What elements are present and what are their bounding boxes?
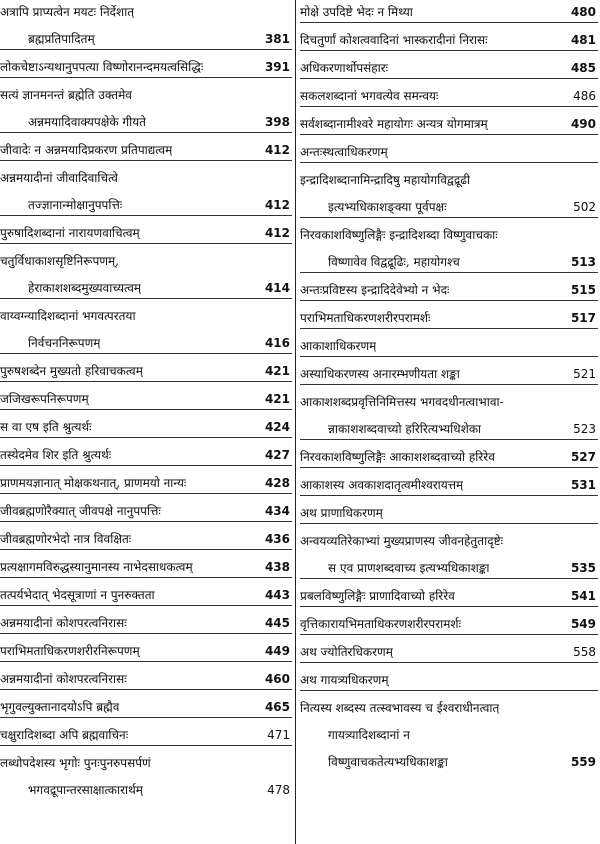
- toc-entry-text: तत्पर्यभेदात् भेदसूत्राणां न पुनरुक्तता: [0, 588, 155, 602]
- toc-entry-text: चक्षुरादिशब्दा अपि ब्रह्मवाचिनः: [0, 728, 129, 742]
- toc-entry: [0, 223, 292, 244]
- toc-entry: [0, 168, 292, 188]
- toc-entry: [0, 251, 292, 271]
- toc-entry-text: जीवादेः न अन्नमयादिप्रकरण प्रतिपाद्यत्वम्: [0, 143, 173, 157]
- left-column: [0, 0, 292, 800]
- toc-entry-page-number: 460: [264, 672, 290, 686]
- toc-entry: [0, 669, 292, 690]
- toc-entry: [0, 641, 292, 662]
- toc-entry-page-number: 486: [573, 89, 596, 103]
- toc-entry-page-number: 559: [570, 755, 596, 769]
- toc-entry: [300, 725, 598, 745]
- toc-entry-text: लब्धोपदेशस्य भृगोः पुनःपुनरुपसर्पणं: [0, 756, 151, 770]
- toc-entry-text: जीवब्रह्मणोरैक्यात् जीवपक्षे नानुपपत्तिः: [0, 504, 161, 518]
- toc-entry: [300, 392, 598, 412]
- toc-entry-page-number: 421: [264, 364, 290, 378]
- toc-entry-page-number: 428: [264, 476, 290, 490]
- toc-entry: [300, 586, 598, 607]
- toc-entry-text: नित्यस्य शब्दस्य तत्स्वभावस्य च ईश्वराधीनत्वात्: [300, 701, 500, 715]
- toc-entry-text: विष्णावेव विद्वद्रूढिः, महायोगश्च: [328, 255, 460, 269]
- toc-entry-text: वृत्तिकारायभिमताधिकरणशरीरपरामर्शः: [300, 617, 462, 631]
- toc-entry-text: अथ गायत्र्यधिकरणम्: [300, 673, 389, 687]
- toc-entry: [0, 557, 292, 578]
- toc-entry-page-number: 523: [573, 422, 596, 436]
- toc-entry: [300, 364, 598, 385]
- toc-entry-text: प्रत्यक्षागमविरुद्धस्यानुमानस्य नाभेदसाधकत्वम्: [0, 560, 193, 574]
- toc-entry: [300, 252, 598, 273]
- toc-entry-page-number: 490: [570, 117, 596, 131]
- toc-entry: [0, 140, 292, 161]
- toc-entry: [300, 503, 598, 524]
- toc-entry-page-number: 513: [570, 255, 596, 269]
- toc-entry: [300, 614, 598, 635]
- toc-entry-text: आकाशाधिकरणम्: [300, 339, 377, 353]
- toc-entry-page-number: 434: [264, 504, 290, 518]
- toc-entry-text: वाय्वग्न्यादिशब्दानां भगवत्परतया: [0, 309, 136, 323]
- toc-entry-page-number: 414: [264, 281, 290, 295]
- toc-entry: [300, 58, 598, 79]
- toc-entry-text: स वा एष इति श्रुत्यर्थः: [0, 420, 92, 434]
- toc-entry-text: अन्तःप्रविष्टस्य इन्द्रादिदेवेभ्यो न भेदः: [300, 283, 450, 297]
- toc-entry-text: इत्यभ्यधिकाशङ्क्या पूर्वपक्षः: [328, 200, 447, 214]
- toc-entry-text: अन्नमयादीनां कोशपरत्वनिरासः: [0, 616, 127, 630]
- toc-entry-page-number: 443: [264, 588, 290, 602]
- toc-entry-text: निरवकाशविष्णुलिङ्गैः आकाशशब्दवाच्यो हरिरेव: [300, 450, 495, 464]
- toc-entry-text: अधिकरणार्थोपसंहारः: [300, 61, 389, 75]
- toc-entry: [0, 473, 292, 494]
- toc-entry-text: अथ प्राणाधिकरणम्: [300, 506, 383, 520]
- toc-entry: [300, 447, 598, 468]
- toc-entry-text: इन्द्रादिशब्दानामिन्द्रादिषु महायोगविद्वद्रूढी: [300, 173, 471, 187]
- toc-entry-text: पराभिमताधिकरणशरीरपरामर्शः: [300, 311, 431, 325]
- toc-entry-page-number: 445: [264, 616, 290, 630]
- toc-entry-page-number: 381: [264, 32, 290, 46]
- toc-entry: [0, 613, 292, 634]
- toc-entry-text: सत्यं ज्ञानमनन्तं ब्रह्मेति उक्तमेव: [0, 88, 132, 102]
- toc-entry-text: आकाशस्य अवकाशदातृत्वमीश्वरायत्तम्: [300, 478, 464, 492]
- toc-entry-page-number: 412: [264, 198, 290, 212]
- toc-entry-page-number: 485: [570, 61, 596, 75]
- toc-entry: [300, 752, 598, 772]
- toc-entry-text: स एव प्राणशब्दवाच्य इत्यभ्यधिकाशङ्का: [328, 561, 490, 575]
- toc-entry: [300, 2, 598, 23]
- toc-entry-text: न्नाकाशशब्दवाच्यो हरिरित्यभ्यधिशेका: [328, 422, 482, 436]
- toc-entry-text: दिचतुर्णां कोशत्ववादिनां भास्करादीनां निरासः: [300, 33, 488, 47]
- toc-entry-text: तज्ज्ञानान्मोक्षानुपपत्तिः: [28, 198, 123, 212]
- toc-entry: [0, 85, 292, 105]
- toc-entry-text: निर्वचननिरूपणम्: [28, 336, 101, 350]
- toc-entry: [300, 225, 598, 245]
- toc-entry-text: पराभिमताधिकरणशरीरनिरूपणम्: [0, 644, 140, 658]
- toc-entry: [300, 280, 598, 301]
- toc-entry: [0, 417, 292, 438]
- toc-entry-page-number: 412: [264, 226, 290, 240]
- toc-entry-text: अत्रापि प्राप्यत्वेन मयटः निर्देशात्: [0, 5, 135, 19]
- toc-entry-page-number: 535: [570, 561, 596, 575]
- toc-entry: [0, 333, 292, 354]
- toc-entry: [0, 725, 292, 746]
- toc-entry-text: ब्रह्मप्रतिपादितम्: [28, 32, 95, 46]
- toc-entry: [300, 30, 598, 51]
- toc-entry: [300, 475, 598, 496]
- toc-entry: [0, 112, 292, 133]
- toc-entry: [300, 170, 598, 190]
- toc-entry-page-number: 471: [267, 728, 290, 742]
- toc-entry-text: पुरुषादिशब्दानां नारायणवाचित्वम्: [0, 226, 140, 240]
- toc-entry-page-number: 416: [264, 336, 290, 350]
- toc-entry-page-number: 449: [264, 644, 290, 658]
- toc-entry-page-number: 436: [264, 532, 290, 546]
- toc-entry: [0, 501, 292, 522]
- toc-entry: [300, 114, 598, 135]
- toc-entry: [0, 195, 292, 216]
- toc-entry-text: तस्येदमेव शिर इति श्रुत्यर्थः: [0, 448, 112, 462]
- toc-entry-page-number: 481: [570, 33, 596, 47]
- toc-entry-text: अन्नमयादीनां जीवादिवाचित्वे: [0, 171, 118, 185]
- toc-entry-page-number: 391: [264, 60, 290, 74]
- toc-entry-text: लोकचेष्टाऽन्यथानुपपत्या विष्णोरानन्दमयत्वसिद्धिः: [0, 60, 204, 74]
- toc-entry-page-number: 480: [570, 5, 596, 19]
- toc-entry-page-number: 421: [264, 392, 290, 406]
- toc-entry-text: अथ ज्योतिरधिकरणम्: [300, 645, 393, 659]
- toc-entry: [300, 670, 598, 691]
- toc-entry-page-number: 502: [573, 200, 596, 214]
- toc-entry: [300, 642, 598, 663]
- toc-entry-text: विष्णुवाचकतेत्यभ्यधिकाशङ्का: [328, 755, 448, 769]
- toc-entry: [0, 445, 292, 466]
- toc-entry: [0, 278, 292, 299]
- toc-entry-page-number: 531: [570, 478, 596, 492]
- toc-entry-text: अस्याधिकरणस्य अनारम्भणीयता शङ्का: [300, 367, 460, 381]
- toc-entry: [0, 585, 292, 606]
- toc-entry: [300, 86, 598, 107]
- toc-entry-text: आकाशशब्दप्रवृत्तिनिमित्तस्य भगवदधीनत्वाभावा-: [300, 395, 504, 409]
- toc-entry: [0, 57, 292, 78]
- toc-entry-text: अन्नमयादिवाक्यपक्षेके गीयते: [28, 115, 147, 129]
- toc-entry-page-number: 517: [570, 311, 596, 325]
- toc-entry-text: अन्वयव्यतिरेकाभ्यां मुख्यप्राणस्य जीवनहेतुतादृष्टेः: [300, 534, 504, 548]
- toc-entry: [300, 197, 598, 218]
- toc-entry-page-number: 549: [570, 617, 596, 631]
- toc-entry: [0, 389, 292, 410]
- toc-entry-text: चतुर्विधाकाशसृष्टिनिरूपणम्,: [0, 254, 120, 268]
- toc-entry-page-number: 412: [264, 143, 290, 157]
- toc-entry: [0, 780, 292, 800]
- toc-entry-text: गायत्र्यादिशब्दानां न: [328, 728, 410, 742]
- toc-entry-text: भृगुवल्युक्तानादयोऽपि ब्रह्मैव: [0, 700, 120, 714]
- toc-entry-text: निरवकाशविष्णुलिङ्गैः इन्द्रादिशब्दा विष्णुवाचकाः: [300, 228, 498, 242]
- toc-entry-page-number: 541: [570, 589, 596, 603]
- toc-entry-page-number: 515: [570, 283, 596, 297]
- toc-entry-text: जीवब्रह्मणोरभेदो नात्र विवक्षितः: [0, 532, 132, 546]
- toc-entry-text: मोक्षे उपदिष्टे भेदः न मिथ्या: [300, 5, 413, 19]
- toc-entry: [300, 336, 598, 357]
- column-divider: [295, 0, 296, 844]
- toc-entry-text: भगवद्रूपान्तरसाक्षात्कारार्थम्: [28, 783, 143, 797]
- toc-entry: [0, 306, 292, 326]
- toc-entry-text: अन्नमयादीनां कोशपरत्वनिरासः: [0, 672, 127, 686]
- toc-entry: [300, 142, 598, 163]
- toc-entry: [0, 29, 292, 50]
- toc-entry: [300, 308, 598, 329]
- toc-entry: [300, 419, 598, 440]
- toc-entry-text: जजिखरूपनिरूपणम्: [0, 392, 89, 406]
- toc-entry: [0, 529, 292, 550]
- toc-entry-text: अन्तःस्थत्वाधिकरणम्: [300, 145, 388, 159]
- right-column: [300, 0, 600, 772]
- toc-entry-page-number: 465: [264, 700, 290, 714]
- toc-entry-page-number: 438: [264, 560, 290, 574]
- toc-entry-page-number: 521: [573, 367, 596, 381]
- toc-entry-page-number: 527: [570, 450, 596, 464]
- toc-entry-text: सर्वशब्दानामीश्वरे महायोगः अन्यत्र योगमात्रम्: [300, 117, 488, 131]
- toc-entry: [0, 697, 292, 718]
- toc-entry-text: पुरुषशब्देन मुख्यतो हरिवाचकत्वम्: [0, 364, 143, 378]
- toc-entry: [0, 2, 292, 22]
- toc-entry-page-number: 558: [573, 645, 596, 659]
- toc-entry-page-number: 424: [264, 420, 290, 434]
- toc-entry-text: प्राणमयज्ञानात् मोक्षकथनात्, प्राणमयो नान्यः: [0, 476, 187, 490]
- toc-entry: [300, 698, 598, 718]
- toc-entry: [300, 531, 598, 551]
- toc-entry-text: हेराकाशशब्दमुख्यवाच्यत्वम्: [28, 281, 142, 295]
- toc-entry-text: सकलशब्दानां भगवत्येव समन्वयः: [300, 89, 439, 103]
- toc-entry-page-number: 398: [264, 115, 290, 129]
- toc-entry-page-number: 478: [267, 783, 290, 797]
- toc-entry: [0, 753, 292, 773]
- toc-entry: [300, 558, 598, 579]
- toc-entry: [0, 361, 292, 382]
- toc-entry-page-number: 427: [264, 448, 290, 462]
- toc-entry-text: प्रबलविष्णुलिङ्गैः प्राणादिवाच्यो हरिरेव: [300, 589, 455, 603]
